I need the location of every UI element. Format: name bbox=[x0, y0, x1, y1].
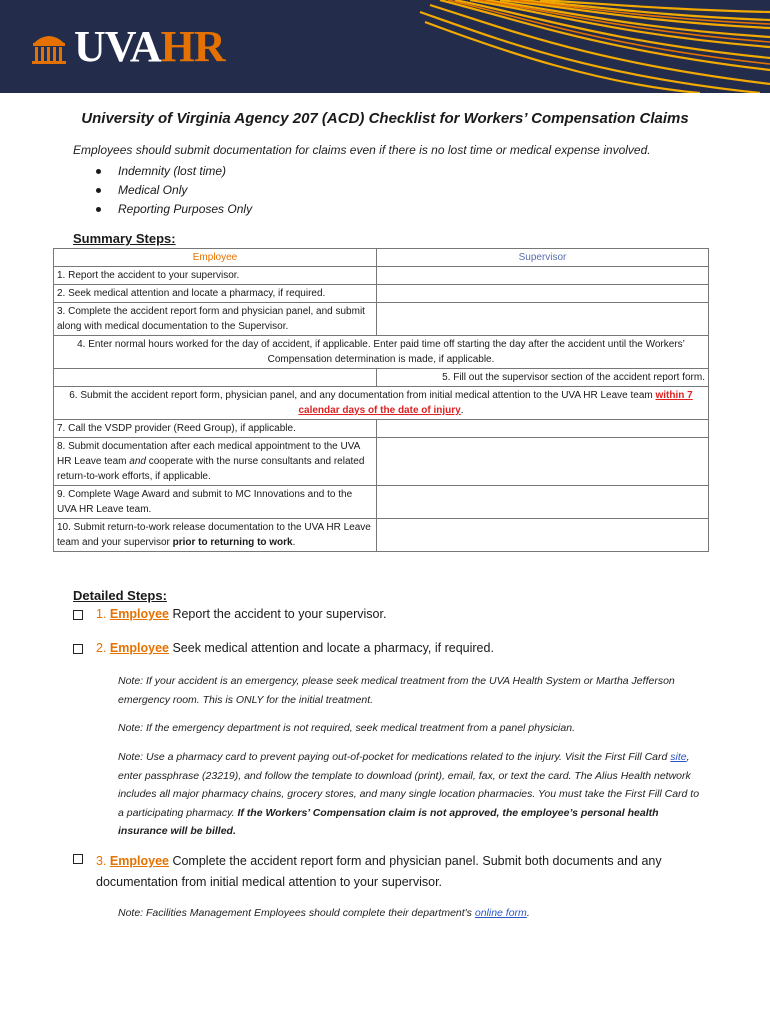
list-item: Medical Only bbox=[96, 181, 252, 200]
deadline-highlight: within 7 calendar days of the date of injury bbox=[298, 390, 693, 416]
intro-text: Employees should submit documentation for claims even if there is no lost time or medical expense involved. bbox=[73, 143, 651, 157]
table-cell: 3. Complete the accident report form and physician panel, and submit along with medical documentation to the Supervisor. bbox=[54, 303, 377, 336]
list-item: Reporting Purposes Only bbox=[96, 200, 252, 219]
step-2-checkbox[interactable] bbox=[73, 644, 83, 654]
table-row bbox=[54, 438, 709, 486]
table-row bbox=[54, 285, 709, 303]
list-item: Indemnity (lost time) bbox=[96, 162, 252, 181]
logo-hr-text: HR bbox=[160, 22, 225, 71]
note-pharmacy-card: Note: Use a pharmacy card to prevent paying out-of-pocket for medications related to the injury. Visit the First Fill Card site, enter passphrase (23219), and follow the template to download (print), email, fax, or text the card. The Alius Health network includes all major pharmacy chains, grocery stores, and many single location pharmacies. You must take the First Fill Card to a participating pharmacy. If the Workers’ Compensation claim is not approved, the employee’s personal health insurance will be billed. bbox=[118, 751, 700, 837]
step-1: 1. Employee Report the accident to your supervisor. bbox=[73, 607, 386, 621]
document-title: University of Virginia Agency 207 (ACD) Checklist for Workers’ Compensation Claims bbox=[81, 110, 689, 127]
table-row bbox=[54, 420, 709, 438]
table-cell: 6. Submit the accident report form, physician panel, and any documentation from initial medical attention to the UVA HR Leave team within 7 calendar days of the date of injury. bbox=[54, 387, 709, 420]
table-row bbox=[54, 267, 709, 285]
table-row bbox=[54, 519, 709, 552]
bullet-icon bbox=[96, 169, 101, 174]
table-cell: 9. Complete Wage Award and submit to MC Innovations and to the UVA HR Leave team. bbox=[54, 486, 377, 519]
table-cell: 8. Submit documentation after each medical appointment to the UVA HR Leave team and cooperate with the nurse consultants and related return-to-work efforts, if applicable. bbox=[54, 438, 377, 486]
role-label: Employee bbox=[109, 854, 169, 868]
summary-table bbox=[53, 248, 709, 552]
role-label: Employee bbox=[109, 607, 169, 621]
rotunda-icon bbox=[30, 27, 68, 67]
step-2: 2. Employee Seek medical attention and locate a pharmacy, if required. bbox=[73, 641, 494, 655]
supervisor-column-header: Supervisor bbox=[377, 249, 709, 267]
note-facilities: Note: Facilities Management Employees should complete their department's online form. bbox=[118, 907, 530, 919]
step-1-checkbox[interactable] bbox=[73, 610, 83, 620]
table-row bbox=[54, 303, 709, 336]
table-cell: 5. Fill out the supervisor section of the accident report form. bbox=[377, 369, 709, 387]
bullet-icon bbox=[96, 188, 101, 193]
detailed-heading: Detailed Steps: bbox=[73, 588, 167, 603]
note-emergency: Note: If your accident is an emergency, please seek medical treatment from the UVA Health System or Martha Jefferson emergency room. This is ONLY for the initial treatment. bbox=[118, 675, 675, 706]
note-panel-physician: Note: If the emergency department is not required, seek medical treatment from a panel physician. bbox=[118, 722, 575, 734]
table-cell: 4. Enter normal hours worked for the day of accident, if applicable. Enter paid time off starting the day after the accident until the Workers’ Compensation determination is made, if applicable. bbox=[54, 336, 709, 369]
table-row bbox=[54, 387, 709, 420]
table-row bbox=[54, 336, 709, 369]
table-row bbox=[54, 369, 709, 387]
table-cell: 10. Submit return-to-work release documentation to the UVA HR Leave team and your supervisor prior to returning to work. bbox=[54, 519, 377, 552]
table-header-row bbox=[54, 249, 709, 267]
table-cell: 1. Report the accident to your supervisor. bbox=[54, 267, 377, 285]
logo-uva-text: UVA bbox=[74, 22, 161, 71]
summary-heading: Summary Steps: bbox=[73, 231, 176, 246]
uvahr-logo[interactable] bbox=[30, 22, 225, 72]
header-banner bbox=[0, 0, 770, 93]
step-3-checkbox[interactable] bbox=[73, 854, 83, 864]
role-label: Employee bbox=[109, 641, 169, 655]
bullet-icon bbox=[96, 207, 101, 212]
table-row bbox=[54, 486, 709, 519]
claim-type-list bbox=[96, 162, 252, 219]
first-fill-site-link[interactable]: site bbox=[670, 751, 687, 763]
table-cell: 7. Call the VSDP provider (Reed Group), if applicable. bbox=[54, 420, 377, 438]
employee-column-header: Employee bbox=[54, 249, 377, 267]
table-cell: 2. Seek medical attention and locate a pharmacy, if required. bbox=[54, 285, 377, 303]
online-form-link[interactable]: online form bbox=[474, 907, 527, 919]
step-3: 3. Employee Complete the accident report form and physician panel. Submit both documents and any documentation from initial medical attention to your supervisor. bbox=[73, 851, 673, 893]
